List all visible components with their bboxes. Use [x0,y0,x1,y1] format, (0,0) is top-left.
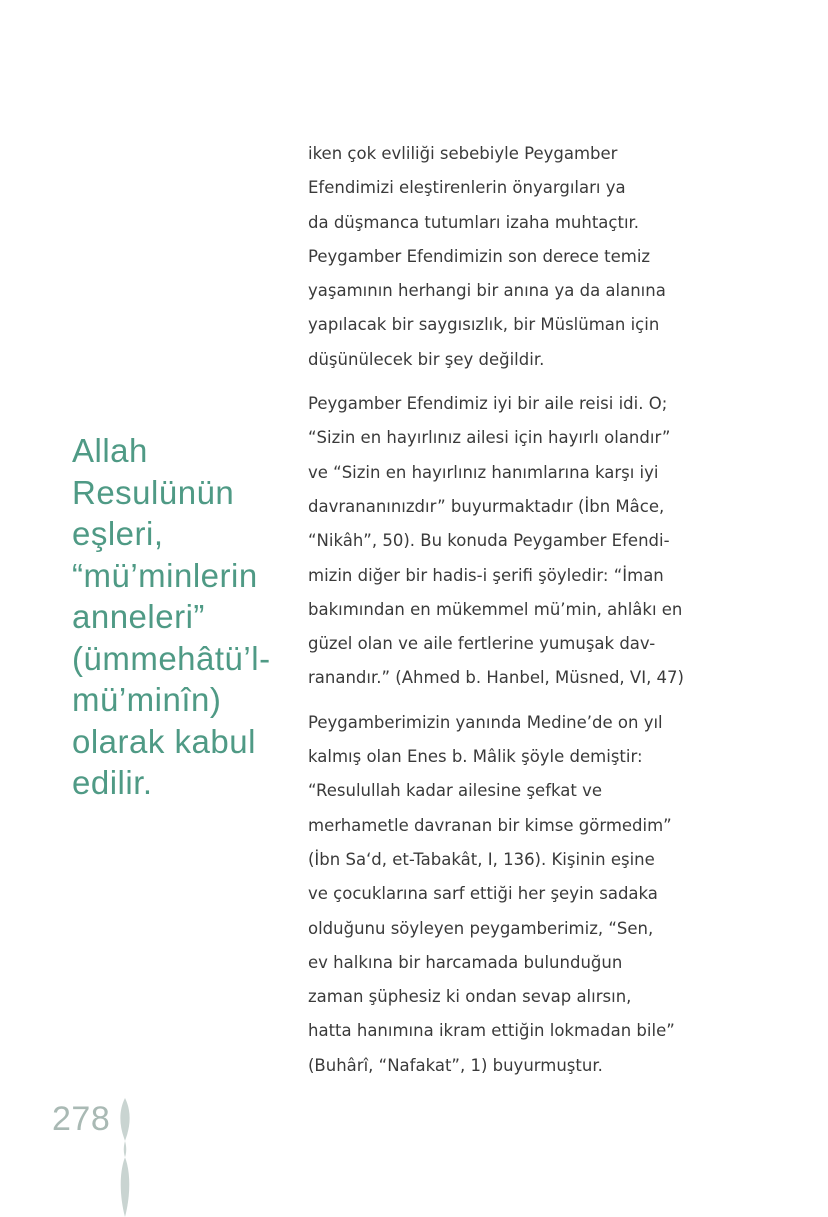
text-line: mizin diğer bir hadis-i şerifi şöyledir: “İman [308,565,664,585]
text-line: davrananınızdır” buyurmaktadır (İbn Mâce, [308,496,665,516]
text-line: Efendimizi eleştirenlerin önyargıları ya [308,178,626,198]
ornament-shape [120,1098,129,1217]
text-line: kalmış olan Enes b. Mâlik şöyle demiştir: [308,747,643,767]
pull-quote-line: mü’minîn) [72,681,222,718]
text-line: bakımından en mükemmel mü’min, ahlâkı en [308,599,683,619]
text-line: “Nikâh”, 50). Bu konuda Peygamber Efendi- [308,531,670,551]
body-text [308,137,688,1093]
text-line: yapılacak bir saygısızlık, bir Müslüman için [308,315,660,335]
text-line: ev halkına bir harcamada bulunduğun [308,952,623,972]
text-line: merhametle davranan bir kimse görmedim” [308,815,672,835]
text-line: “Resulullah kadar ailesine şefkat ve [308,781,603,801]
page-ornament-icon [114,1098,136,1217]
paragraph-1 [308,137,688,377]
text-line: (Buhârî, “Nafakat”, 1) buyurmuştur. [308,1055,603,1075]
paragraph-2 [308,387,688,696]
text-line: iken çok evliliği sebebiyle Peygamber [308,144,618,163]
text-line: zaman şüphesiz ki ondan sevap alırsın, [308,987,632,1007]
pull-quote-line: anneleri” [72,598,205,635]
pull-quote-line: Allah [72,432,148,469]
paragraph-3 [308,706,688,1083]
pull-quote [72,430,302,804]
text-line: ve çocuklarına sarf ettiği her şeyin sadaka [308,884,658,904]
page-number: 278 [52,1100,111,1138]
pull-quote-line: (ümmehâtü’l- [72,639,271,677]
pull-quote-line: “mü’minlerin [72,556,258,594]
text-line: Peygamber Efendimizin son derece temiz [308,246,651,266]
text-line: güzel olan ve aile fertlerine yumuşak dav- [308,634,656,654]
pull-quote-line: edilir. [72,764,153,801]
text-line: Peygamber Efendimiz iyi bir aile reisi idi. O; [308,394,668,414]
text-line: (İbn Sa‘d, et-Tabakât, I, 136). Kişinin eşine [308,849,655,869]
text-line: “Sizin en hayırlınız ailesi için hayırlı olandır” [308,428,671,448]
text-line: hatta hanımına ikram ettiğin lokmadan bile” [308,1021,675,1041]
text-line: Peygamberimizin yanında Medine’de on yıl [308,712,663,732]
text-line: da düşmanca tutumları izaha muhtaçtır. [308,212,640,232]
text-line: yaşamının herhangi bir anına ya da alanına [308,281,666,301]
text-line: ve “Sizin en hayırlınız hanımlarına karşı iyi [308,462,659,482]
text-line: ranandır.” (Ahmed b. Hanbel, Müsned, VI, 47) [308,668,684,688]
text-line: olduğunu söyleyen peygamberimiz, “Sen, [308,918,654,938]
pull-quote-line: Resulünün [72,473,235,511]
text-line: düşünülecek bir şey değildir. [308,349,545,369]
pull-quote-line: eşleri, [72,515,164,552]
pull-quote-line: olarak kabul [72,722,256,760]
